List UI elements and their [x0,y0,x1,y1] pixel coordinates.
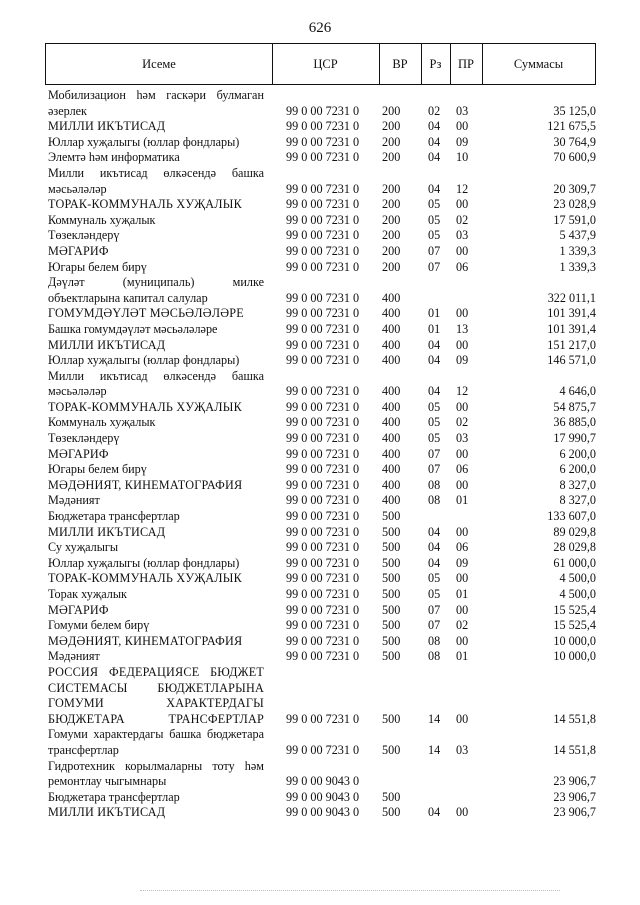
row-name: МӘГАРИФ [48,446,109,461]
row-csr: 99 0 00 7231 0 [286,306,360,321]
row-vr: 400 [382,290,401,305]
row-pr: 13 [456,321,469,336]
table-row [48,509,596,525]
row-pr: 09 [456,353,469,368]
row-rz: 04 [428,181,441,196]
page-number: 626 [308,20,332,36]
table-row [48,415,596,431]
table-row [48,275,596,306]
row-sum: 8 327,0 [559,493,596,508]
row-sum: 17 591,0 [553,212,596,227]
table-row [48,665,596,727]
row-name: МИЛЛИ ИКЪТИСАД [48,805,166,820]
table-row [48,556,596,572]
row-name: Гомуми характердагы башка бюджетара трансфертлар [48,727,264,757]
table-row [48,431,596,447]
table-row [48,462,596,478]
row-rz: 01 [428,306,441,321]
row-csr: 99 0 00 7231 0 [286,555,360,570]
row-sum: 14 551,8 [553,742,596,757]
row-pr: 03 [456,228,469,243]
row-vr: 200 [382,259,401,274]
row-rz: 01 [428,321,441,336]
row-rz: 04 [428,150,441,165]
row-sum: 70 600,9 [553,150,596,165]
row-pr: 06 [456,259,469,274]
row-pr: 01 [456,649,469,664]
table-row [48,369,596,400]
row-rz: 07 [428,602,441,617]
row-sum: 23 906,7 [553,789,596,804]
row-rz: 04 [428,134,441,149]
row-sum: 151 217,0 [547,337,596,352]
row-name: Юллар хуҗалыгы (юллар фондлары) [48,353,240,368]
header-pr: ПР [458,57,474,71]
row-vr: 200 [382,197,401,212]
row-csr: 99 0 00 7231 0 [286,321,360,336]
row-rz: 07 [428,618,441,633]
row-pr: 01 [456,493,469,508]
row-csr: 99 0 00 7231 0 [286,618,360,633]
row-name: Бюджетара трансфертлар [48,789,180,804]
row-pr: 02 [456,212,469,227]
row-csr: 99 0 00 7231 0 [286,477,360,492]
table-row [48,540,596,556]
row-pr: 09 [456,555,469,570]
row-csr: 99 0 00 7231 0 [286,290,360,305]
row-name: Коммуналь хуҗалык [48,415,156,430]
row-sum: 101 391,4 [547,306,596,321]
row-rz: 08 [428,649,441,664]
row-csr: 99 0 00 7231 0 [286,197,360,212]
row-name: ТОРАК-КОММУНАЛЬ ХУҖАЛЫК [48,197,242,212]
row-vr: 200 [382,134,401,149]
row-vr: 500 [382,633,401,648]
row-csr: 99 0 00 9043 0 [286,805,360,820]
row-pr: 06 [456,462,469,477]
table-row [48,649,596,665]
row-vr: 400 [382,431,401,446]
row-vr: 500 [382,555,401,570]
row-rz: 14 [428,711,441,726]
row-pr: 00 [456,306,469,321]
table-row [48,322,596,338]
row-csr: 99 0 00 7231 0 [286,540,360,555]
row-rz: 02 [428,103,441,118]
row-csr: 99 0 00 7231 0 [286,384,360,399]
row-sum: 6 200,0 [559,446,596,461]
row-vr: 400 [382,462,401,477]
row-rz: 04 [428,353,441,368]
row-rz: 14 [428,742,441,757]
header-name: Исеме [142,57,176,71]
row-sum: 36 885,0 [553,415,596,430]
row-pr: 02 [456,415,469,430]
row-pr: 00 [456,633,469,648]
row-rz: 07 [428,243,441,258]
table-row [48,197,596,213]
row-vr: 200 [382,119,401,134]
row-vr: 200 [382,150,401,165]
row-sum: 15 525,4 [553,618,596,633]
row-pr: 02 [456,618,469,633]
row-rz: 08 [428,477,441,492]
row-vr: 400 [382,493,401,508]
table-row [48,400,596,416]
row-name: МИЛЛИ ИКЪТИСАД [48,337,166,352]
row-name: Төзекләндерү [48,228,120,243]
row-name: Дәүләт (муниципаль) милке объектларына капитал салулар [48,275,264,305]
row-name: Юллар хуҗалыгы (юллар фондлары) [48,134,240,149]
row-csr: 99 0 00 7231 0 [286,150,360,165]
row-rz: 04 [428,805,441,820]
row-sum: 121 675,5 [547,119,596,134]
row-pr: 00 [456,399,469,414]
table-row [48,306,596,322]
row-csr: 99 0 00 7231 0 [286,431,360,446]
row-pr: 00 [456,524,469,539]
row-vr: 400 [382,446,401,461]
row-rz: 05 [428,399,441,414]
page-bottom-line [140,890,560,891]
row-rz: 04 [428,119,441,134]
row-csr: 99 0 00 7231 0 [286,587,360,601]
table-row [48,353,596,369]
row-name: Гомуми белем бирү [48,618,150,633]
row-name: МӘГАРИФ [48,243,109,258]
row-vr: 500 [382,587,401,601]
table-row [48,634,596,650]
row-pr: 00 [456,119,469,134]
table-row [48,759,596,790]
row-rz: 05 [428,212,441,227]
row-name: Төзекләндерү [48,431,120,446]
row-sum: 23 906,7 [553,805,596,820]
row-pr: 01 [456,587,469,601]
table-row [48,150,596,166]
row-csr: 99 0 00 7231 0 [286,415,360,430]
row-name: МИЛЛИ ИКЪТИСАД [48,119,166,134]
row-sum: 10 000,0 [553,633,596,648]
row-name: ТОРАК-КОММУНАЛЬ ХУҖАЛЫК [48,571,242,586]
row-name: МИЛЛИ ИКЪТИСАД [48,524,166,539]
row-name: Югары белем бирү [48,462,147,477]
row-csr: 99 0 00 7231 0 [286,633,360,648]
table-header [45,43,596,85]
table-row [48,166,596,197]
row-name: Торак хуҗалык [48,587,127,601]
row-name: Милли икътисад өлкәсендә башка мәсьәләләр [48,368,264,399]
row-sum: 17 990,7 [553,431,596,446]
row-sum: 6 200,0 [559,462,596,477]
row-rz: 07 [428,259,441,274]
table-row [48,727,596,758]
row-sum: 4 500,0 [559,587,596,601]
row-name: Милли икътисад өлкәсендә башка мәсьәләләр [48,165,264,196]
row-sum: 101 391,4 [547,321,596,336]
row-rz: 07 [428,446,441,461]
row-sum: 23 028,9 [553,197,596,212]
row-sum: 30 764,9 [553,134,596,149]
row-csr: 99 0 00 7231 0 [286,524,360,539]
row-pr: 12 [456,384,469,399]
table-body [48,88,596,821]
row-sum: 146 571,0 [547,353,596,368]
row-vr: 500 [382,602,401,617]
row-vr: 500 [382,524,401,539]
row-sum: 10 000,0 [553,649,596,664]
row-vr: 400 [382,321,401,336]
row-pr: 12 [456,181,469,196]
row-rz: 05 [428,197,441,212]
row-vr: 500 [382,571,401,586]
row-name: Башка гомумдәүләт мәсьәләләре [48,321,218,336]
row-csr: 99 0 00 7231 0 [286,462,360,477]
row-pr: 00 [456,602,469,617]
table-row [48,135,596,151]
row-sum: 4 500,0 [559,571,596,586]
row-vr: 400 [382,353,401,368]
row-vr: 500 [382,618,401,633]
row-name: Мәдәният [48,493,100,508]
row-rz: 08 [428,633,441,648]
row-rz: 05 [428,431,441,446]
row-sum: 20 309,7 [553,181,596,196]
row-csr: 99 0 00 7231 0 [286,742,360,757]
row-sum: 89 029,8 [553,524,596,539]
row-rz: 08 [428,493,441,508]
row-pr: 09 [456,134,469,149]
row-pr: 00 [456,571,469,586]
row-vr: 200 [382,103,401,118]
table-row [48,260,596,276]
row-csr: 99 0 00 7231 0 [286,399,360,414]
row-name: Су хуҗалыгы [48,540,119,555]
row-pr: 00 [456,337,469,352]
row-vr: 500 [382,742,401,757]
row-vr: 500 [382,805,401,820]
row-name: МӘГАРИФ [48,602,109,617]
row-csr: 99 0 00 7231 0 [286,243,360,258]
row-vr: 400 [382,337,401,352]
row-csr: 99 0 00 7231 0 [286,103,360,118]
row-sum: 15 525,4 [553,602,596,617]
row-name: Коммуналь хуҗалык [48,212,156,227]
row-csr: 99 0 00 7231 0 [286,649,360,664]
row-csr: 99 0 00 7231 0 [286,509,360,524]
row-vr: 500 [382,509,401,524]
table-row [48,790,596,806]
table-row [48,244,596,260]
row-csr: 99 0 00 7231 0 [286,119,360,134]
row-csr: 99 0 00 7231 0 [286,259,360,274]
table-row [48,88,596,119]
row-csr: 99 0 00 7231 0 [286,228,360,243]
table-row [48,571,596,587]
row-rz: 04 [428,524,441,539]
table-row [48,478,596,494]
row-name: Юллар хуҗалыгы (юллар фондлары) [48,555,240,570]
row-csr: 99 0 00 7231 0 [286,493,360,508]
header-csr: ЦСР [313,57,338,71]
row-vr: 200 [382,181,401,196]
table-row [48,618,596,634]
table-row [48,447,596,463]
row-vr: 400 [382,384,401,399]
row-sum: 133 607,0 [547,509,596,524]
row-name: ТОРАК-КОММУНАЛЬ ХУҖАЛЫК [48,399,242,414]
row-pr: 03 [456,431,469,446]
row-sum: 1 339,3 [559,259,596,274]
row-name: Гидротехник корылмаларны тоту һәм ремонтлау чыгымнары [48,758,264,789]
row-pr: 00 [456,477,469,492]
row-rz: 05 [428,571,441,586]
row-sum: 1 339,3 [559,243,596,258]
row-csr: 99 0 00 7231 0 [286,602,360,617]
table-row [48,525,596,541]
row-vr: 500 [382,789,401,804]
row-name: Мобилизацион һәм гаскәри булмаган әзерлек [48,88,264,118]
row-vr: 400 [382,399,401,414]
table-row [48,603,596,619]
row-sum: 322 011,1 [547,290,596,305]
table-row [48,228,596,244]
row-csr: 99 0 00 7231 0 [286,353,360,368]
row-name: РОССИЯ ФЕДЕРАЦИЯСЕ БЮДЖЕТ СИСТЕМАСЫ БЮДЖЕТЛАРЫНА ГОМУМИ ХАРАКТЕРДАГЫ БЮДЖЕТАРА ТРАНСФЕРТЛАР [48,664,264,726]
row-csr: 99 0 00 9043 0 [286,789,360,804]
row-name: МӘДӘНИЯТ, КИНЕМАТОГРАФИЯ [48,633,243,648]
row-sum: 8 327,0 [559,477,596,492]
row-name: Бюджетара трансфертлар [48,509,180,524]
row-pr: 00 [456,197,469,212]
row-sum: 14 551,8 [553,711,596,726]
row-vr: 200 [382,212,401,227]
row-csr: 99 0 00 7231 0 [286,446,360,461]
row-csr: 99 0 00 7231 0 [286,711,360,726]
row-sum: 23 906,7 [553,774,596,789]
row-pr: 00 [456,805,469,820]
row-pr: 00 [456,711,469,726]
header-sum: Суммасы [513,57,564,71]
table-row [48,119,596,135]
row-rz: 07 [428,462,441,477]
row-name: МӘДӘНИЯТ, КИНЕМАТОГРАФИЯ [48,477,243,492]
table-row [48,213,596,229]
row-name: Мәдәният [48,649,100,664]
row-vr: 200 [382,243,401,258]
row-csr: 99 0 00 7231 0 [286,181,360,196]
row-vr: 400 [382,306,401,321]
header-rz: Рз [429,57,442,71]
row-name: Элемтә һәм информатика [48,150,180,165]
row-csr: 99 0 00 7231 0 [286,337,360,352]
table-row [48,338,596,354]
row-sum: 5 437,9 [559,228,596,243]
row-sum: 35 125,0 [553,103,596,118]
row-pr: 03 [456,103,469,118]
row-pr: 03 [456,742,469,757]
table-row [48,805,596,821]
row-pr: 00 [456,446,469,461]
row-sum: 4 646,0 [559,384,596,399]
row-rz: 05 [428,228,441,243]
table-row [48,493,596,509]
row-vr: 400 [382,415,401,430]
row-sum: 61 000,0 [553,555,596,570]
row-pr: 10 [456,150,469,165]
row-vr: 500 [382,540,401,555]
row-rz: 04 [428,540,441,555]
row-csr: 99 0 00 7231 0 [286,212,360,227]
row-csr: 99 0 00 9043 0 [286,774,360,789]
row-rz: 04 [428,555,441,570]
header-vr: ВР [392,57,408,71]
row-sum: 28 029,8 [553,540,596,555]
table-row [48,587,596,603]
row-rz: 05 [428,587,441,601]
row-rz: 04 [428,337,441,352]
row-vr: 400 [382,477,401,492]
row-csr: 99 0 00 7231 0 [286,134,360,149]
row-vr: 200 [382,228,401,243]
row-rz: 05 [428,415,441,430]
row-vr: 500 [382,649,401,664]
row-vr: 500 [382,711,401,726]
row-name: Югары белем бирү [48,259,147,274]
row-name: ГОМУМДӘҮЛӘТ МӘСЬӘЛӘЛӘРЕ [48,306,244,321]
row-sum: 54 875,7 [553,399,596,414]
row-pr: 06 [456,540,469,555]
row-pr: 00 [456,243,469,258]
row-rz: 04 [428,384,441,399]
row-csr: 99 0 00 7231 0 [286,571,360,586]
